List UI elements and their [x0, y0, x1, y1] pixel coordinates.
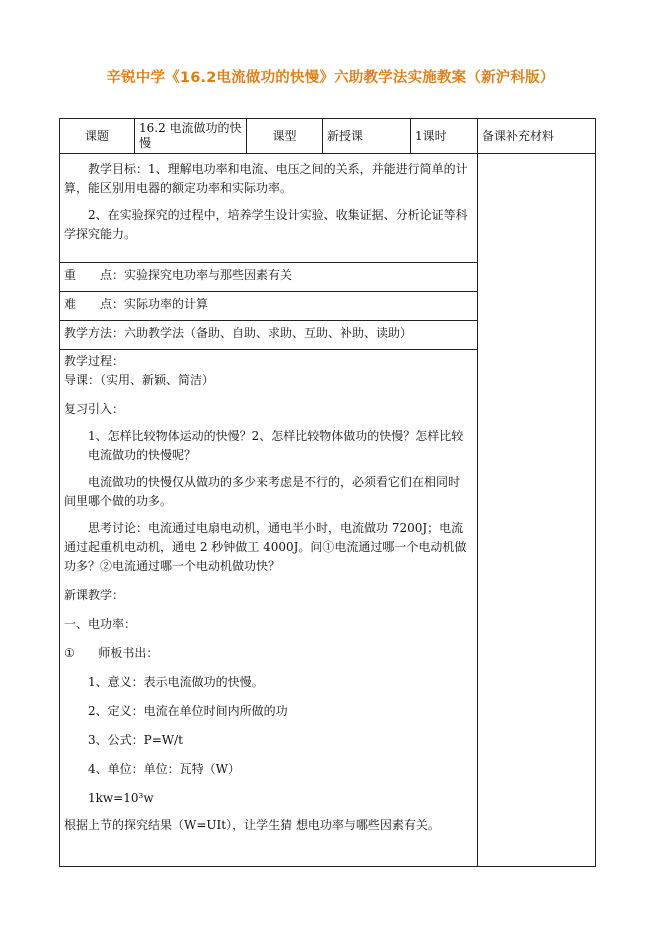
review-question: 1、怎样比较物体运动的快慢？2、怎样比较物体做功的快慢？怎样比较电流做功的快慢呢？	[88, 429, 464, 462]
teaching-method: 教学方法：六助教学法（备助、自助、求助、互助、补助、读助）	[60, 321, 478, 350]
document-title: 辛锐中学《16.2电流做功的快慢》六助教学法实施教案（新沪科版）	[106, 70, 555, 86]
header-row	[60, 119, 596, 154]
conclusion: 根据上节的探究结果（W=UIt），让学生猜 想电功率与哪些因素有关。	[64, 818, 440, 832]
new-lesson-heading: 新课教学：	[64, 588, 125, 602]
type-label: 课型	[247, 119, 323, 154]
lesson-plan-table	[59, 118, 596, 867]
supplement-header: 备课补充材料	[478, 119, 596, 154]
circled-mark: ①	[64, 646, 75, 660]
topic-label: 课题	[60, 119, 135, 154]
item-definition: 2、定义：电流在单位时间内所做的功	[88, 704, 288, 718]
goal-2: 2、在实验探究的过程中，培养学生设计实验、收集证据、分析论证等科学探究能力。	[64, 208, 468, 241]
item-meaning: 1、意义：表示电流做功的快慢。	[88, 675, 264, 689]
process-cell	[60, 350, 478, 867]
goals-row	[60, 154, 596, 263]
section-power: 一、电功率：	[64, 617, 137, 631]
goal-1: 教学目标：1、理解电功率和电流、电压之间的关系，并能进行简单的计算，能区别用电器的额定功率和实际功率。	[64, 162, 468, 195]
key-point: 重 点：实验探究电功率与那些因素有关	[60, 263, 478, 292]
item-formula: 3、公式：P=W/t	[88, 733, 183, 747]
hours-value: 1课时	[411, 119, 478, 154]
review-text: 电流做功的快慢仅从做功的多少来考虑是不行的，必须看它们在相同时间里哪个做的功多。	[64, 475, 461, 508]
board-text: 师板书出：	[98, 646, 159, 660]
goals-cell	[60, 154, 478, 263]
unit-relation: 1kw=10³w	[88, 791, 154, 805]
topic-value: 16.2 电流做功的快慢	[135, 119, 247, 154]
review-heading: 复习引入：	[64, 402, 125, 416]
process-heading: 教学过程：	[64, 354, 125, 368]
type-value: 新授课	[323, 119, 411, 154]
intro: 导课：（实用、新颖、简洁）	[64, 373, 215, 387]
discussion: 思考讨论：电流通过电扇电动机，通电半小时，电流做功 7200J；电流通过起重机电动机，通电 2 秒钟做工 4000J。问①电流通过哪一个电动机做功多？②电流通过哪一个电动机做功快？	[64, 521, 467, 573]
difficulty: 难 点：实际功率的计算	[60, 292, 478, 321]
item-unit: 4、单位：单位：瓦特（W）	[88, 762, 240, 776]
board-line	[64, 644, 471, 663]
supplement-cell	[478, 154, 596, 867]
